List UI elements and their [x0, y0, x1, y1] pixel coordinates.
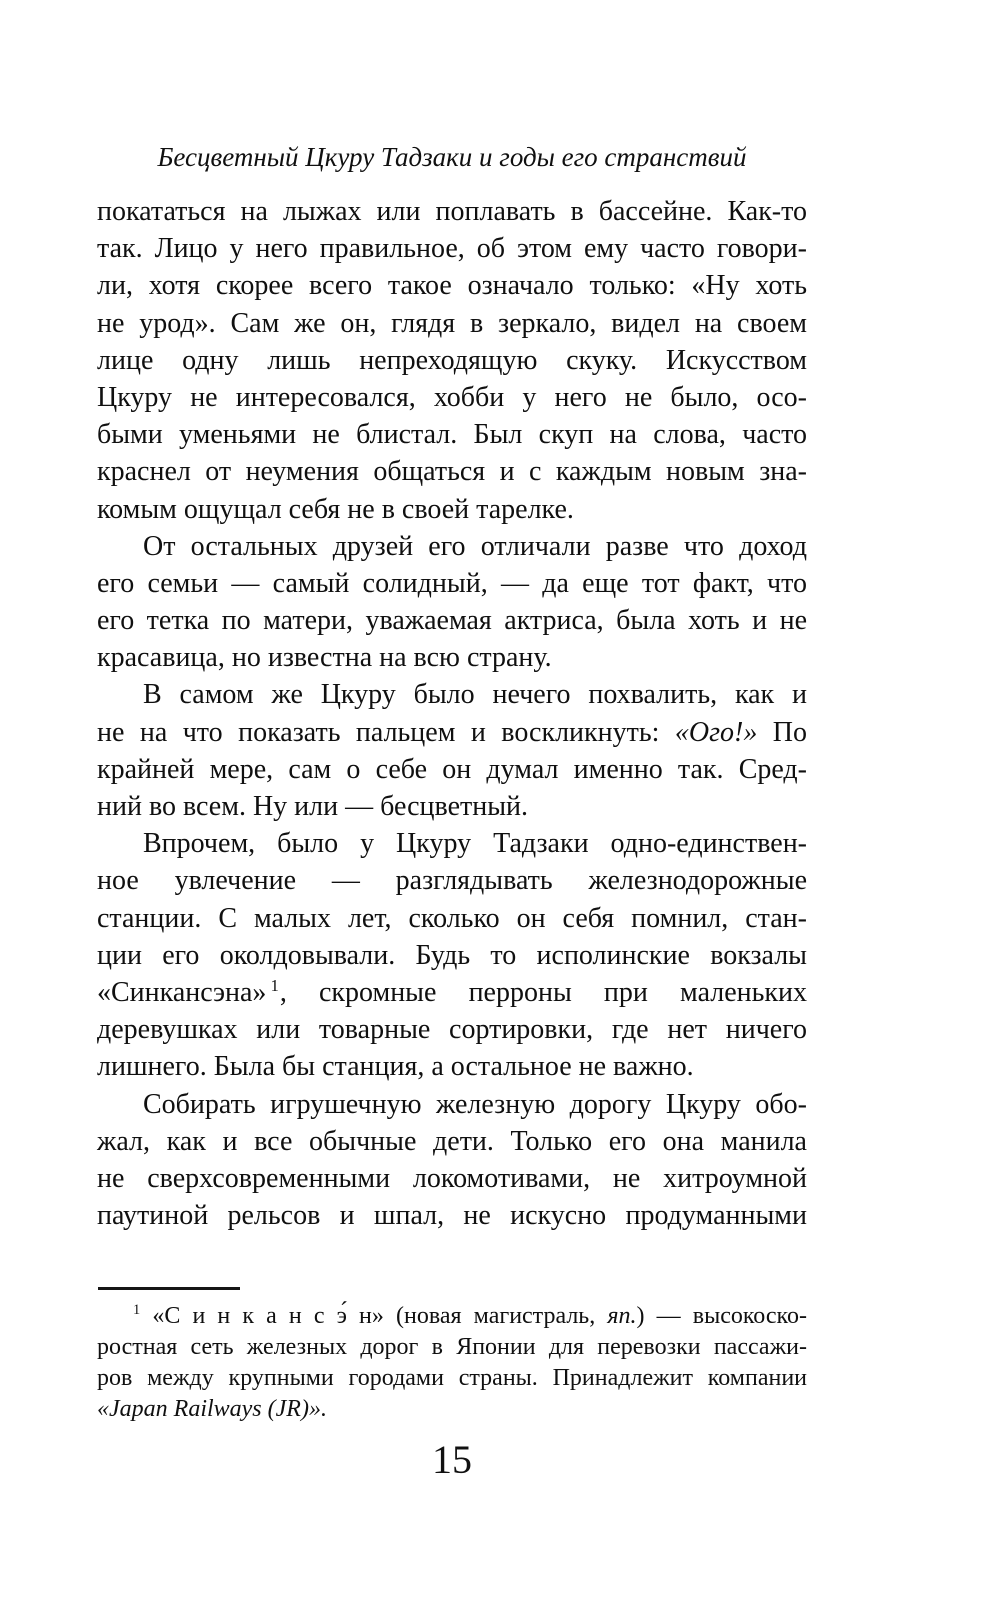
text-line: [97, 1301, 807, 1332]
text-segment: ростная сеть железных дорог в Японии для перевозки пассажи-: [97, 1334, 807, 1360]
text-line: [97, 1086, 807, 1123]
text-line: [97, 937, 807, 974]
text-segment: ли, хотя скорее всего такое означало только: «Ну хоть: [97, 270, 807, 302]
body-text: [97, 193, 807, 1234]
text-line: [97, 788, 807, 825]
text-segment: комым ощущал себя не в своей тарелке.: [97, 493, 574, 525]
text-segment: «Синкансэна»: [97, 976, 267, 1008]
text-line: [97, 1394, 807, 1425]
text-segment: По: [757, 716, 807, 748]
text-line: [97, 565, 807, 602]
text-line: [97, 1011, 807, 1048]
text-line: [97, 305, 807, 342]
text-segment: ров между крупными городами страны. Принадлежит компании: [97, 1365, 807, 1391]
text-segment: лишнего. Была бы станция, а остальное не важно.: [97, 1051, 694, 1083]
text-segment: лице одну лишь непреходящую скуку. Искусством: [97, 344, 807, 376]
text-line: [97, 751, 807, 788]
text-segment: быми уменьями не блистал. Был скуп на слова, часто: [97, 419, 807, 451]
text-segment: яп.: [607, 1303, 637, 1329]
text-segment: ное увлечение — разглядывать железнодорожные: [97, 865, 807, 897]
footnote-separator: [98, 1287, 240, 1290]
text-segment: крайней мере, сам о себе он думал именно так. Сред-: [97, 753, 807, 785]
text-segment: «Ого!»: [674, 716, 758, 748]
text-line: [97, 900, 807, 937]
text-line: [97, 1048, 807, 1085]
text-segment: не урод». Сам же он, глядя в зеркало, видел на своем: [97, 307, 807, 339]
text-segment: его тетка по матери, уважаемая актриса, была хоть и не: [97, 605, 807, 637]
text-segment: покататься на лыжах или поплавать в бассейне. Как-то: [97, 196, 807, 227]
text-line: [97, 193, 807, 230]
text-segment: , скромные перроны при маленьких: [279, 976, 807, 1008]
text-segment: «С и н к а н с э́ н» (новая магистраль,: [140, 1303, 608, 1329]
page-number: 15: [432, 1437, 472, 1482]
text-segment: краснел от неумения общаться и с каждым новым зна-: [97, 456, 807, 488]
text-segment: ) — высокоско-: [636, 1303, 807, 1329]
text-segment: Собирать игрушечную железную дорогу Цкуру обо-: [143, 1088, 807, 1120]
text-segment: Цкуру не интересовался, хобби у него не было, осо-: [97, 381, 807, 413]
text-line: [97, 230, 807, 267]
text-segment: деревушках или товарные сортировки, где нет ничего: [97, 1014, 807, 1046]
text-line: [97, 602, 807, 639]
footnote-ref: 1: [133, 1302, 141, 1318]
footnote: [97, 1301, 807, 1425]
text-line: [97, 825, 807, 862]
text-segment: его семьи — самый солидный, — да еще тот факт, что: [97, 567, 807, 599]
text-segment: Впрочем, было у Цкуру Тадзаки одно-единствен-: [143, 828, 807, 860]
text-line: [97, 639, 807, 676]
text-segment: «Japan Railways (JR)».: [97, 1396, 327, 1422]
text-segment: жал, как и все обычные дети. Только его она манила: [97, 1125, 807, 1157]
text-line: [97, 416, 807, 453]
text-line: [97, 1160, 807, 1197]
text-segment: ции его околдовывали. Будь то исполинские вокзалы: [97, 939, 807, 971]
text-line: [97, 342, 807, 379]
text-line: [97, 1332, 807, 1363]
text-segment: В самом же Цкуру было нечего похвалить, как и: [143, 679, 807, 711]
text-segment: не на что показать пальцем и воскликнуть:: [97, 716, 675, 748]
text-segment: станции. С малых лет, сколько он себя помнил, стан-: [97, 902, 807, 934]
text-line: [97, 267, 807, 304]
footnote-ref: 1: [270, 975, 279, 995]
text-segment: паутиной рельсов и шпал, не искусно продуманными: [97, 1200, 807, 1232]
text-line: [97, 676, 807, 713]
text-segment: От остальных друзей его отличали разве что доход: [143, 530, 807, 562]
text-segment: красавица, но известна на всю страну.: [97, 642, 552, 674]
text-line: [97, 528, 807, 565]
text-line: [97, 974, 807, 1011]
text-line: [97, 1123, 807, 1160]
text-line: [97, 714, 807, 751]
running-head: Бесцветный Цкуру Тадзаки и годы его странствий: [157, 142, 747, 172]
text-segment: не сверхсовременными локомотивами, не хитроумной: [97, 1162, 807, 1194]
text-line: [97, 1363, 807, 1394]
text-segment: ний во всем. Ну или — бесцветный.: [97, 791, 529, 822]
text-line: [97, 1197, 807, 1234]
text-line: [97, 453, 807, 490]
text-segment: так. Лицо у него правильное, об этом ему часто говори-: [97, 233, 807, 265]
text-line: [97, 862, 807, 899]
text-line: [97, 491, 807, 528]
text-line: [97, 379, 807, 416]
